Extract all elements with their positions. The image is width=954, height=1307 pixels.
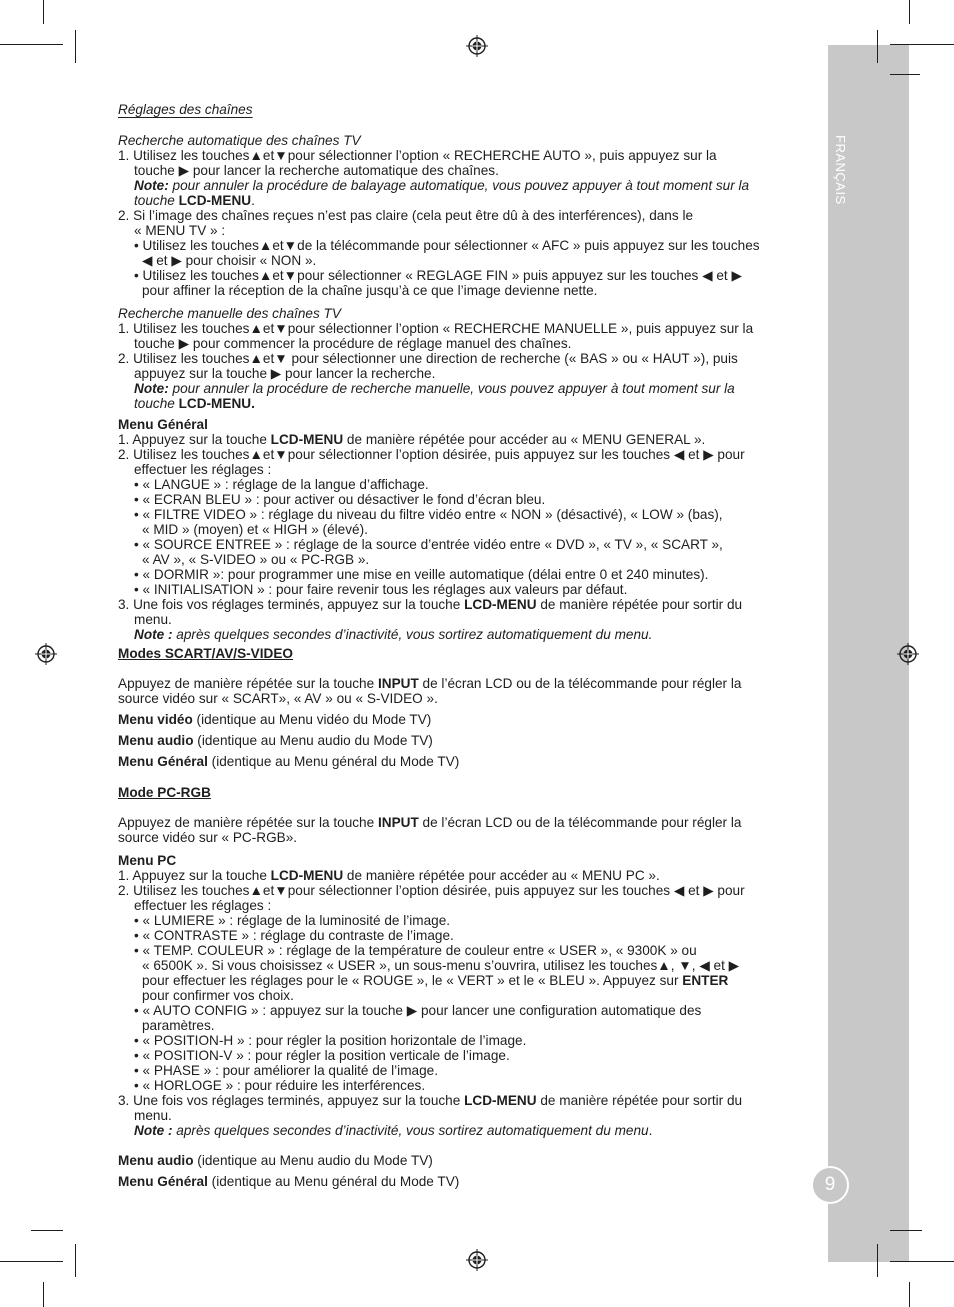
bullet-item-cont: ◀ et ▶ pour choisir « NON ».: [142, 253, 317, 268]
list-item: 3. Une fois vos réglages terminés, appuyez sur la touche LCD-MENU de manière répétée pour sortir du: [118, 1093, 743, 1108]
bullet-item: • « PHASE » : pour améliorer la qualité de l’image.: [134, 1063, 438, 1078]
bullet-item: • « ECRAN BLEU » : pour activer ou désactiver le fond d’écran bleu.: [134, 492, 546, 507]
crop-mark: [75, 1244, 76, 1277]
bullet-item-cont: paramètres.: [142, 1018, 215, 1033]
list-item-cont: effectuer les réglages :: [134, 898, 272, 913]
bullet-item-cont: pour effectuer les réglages pour le « ROUGE », le « VERT » et le « BLEU ». Appuyez sur ENTER: [142, 973, 729, 988]
bullet-item-cont: pour affiner la réception de la chaîne jusqu’à ce que l’image devienne nette.: [142, 283, 598, 298]
crop-mark: [909, 1282, 910, 1307]
bullet-item: • Utilisez les touches▲et▼pour sélectionner « REGLAGE FIN » puis appuyez sur les touches ◀ et ▶: [134, 268, 742, 283]
list-item: 1. Utilisez les touches▲et▼pour sélectionner l’option « RECHERCHE AUTO », puis appuyez sur la: [118, 148, 717, 163]
list-item: 1. Utilisez les touches▲et▼pour sélectionner l’option « RECHERCHE MANUELLE », puis appuyez sur la: [118, 321, 754, 336]
bullet-item-cont: « AV », « S-VIDEO » ou « PC-RGB ».: [142, 552, 370, 567]
section-title-reglages: Réglages des chaînes: [118, 102, 253, 117]
bullet-item: • « DORMIR »: pour programmer une mise en veille automatique (délai entre 0 et 240 minutes).: [134, 567, 709, 582]
section-title-menu-general: Menu Général: [118, 417, 208, 432]
note: Note : après quelques secondes d’inactivité, vous sortirez automatiquement du menu.: [134, 627, 653, 642]
note-cont: touche LCD-MENU.: [134, 396, 255, 411]
bullet-item-cont: « MID » (moyen) et « HIGH » (élevé).: [142, 522, 368, 537]
bullet-item: • « POSITION-V » : pour régler la position verticale de l’image.: [134, 1048, 510, 1063]
menu-line-audio: Menu audio (identique au Menu audio du Mode TV): [118, 1153, 433, 1168]
bullet-item: • « AUTO CONFIG » : appuyez sur la touche ▶ pour lancer une configuration automatique des: [134, 1003, 702, 1018]
list-item: 1. Appuyez sur la touche LCD-MENU de manière répétée pour accéder au « MENU PC ».: [118, 868, 660, 883]
crop-mark: [43, 1282, 44, 1307]
language-tab-label: FRANÇAIS: [833, 135, 848, 205]
list-item: 2. Utilisez les touches▲et▼pour sélectionner l’option désirée, puis appuyez sur les touches ◀ et ▶ pour: [118, 447, 745, 462]
crop-mark: [890, 1230, 922, 1231]
list-item-cont: menu.: [134, 1108, 172, 1123]
registration-mark-icon: [897, 643, 919, 665]
crop-mark: [0, 44, 63, 45]
crop-mark: [890, 44, 954, 45]
bullet-item: • Utilisez les touches▲et▼de la télécommande pour sélectionner « AFC » puis appuyez sur les touches: [134, 238, 760, 253]
list-item: 2. Si l’image des chaînes reçues n’est pas claire (cela peut être dû à des interférences), dans le: [118, 208, 694, 223]
list-item-cont: touche ▶ pour lancer la recherche automatique des chaînes.: [134, 163, 499, 178]
bullet-item-cont: pour confirmer vos choix.: [142, 988, 294, 1003]
menu-line-audio: Menu audio (identique au Menu audio du Mode TV): [118, 733, 433, 748]
bullet-item: • « POSITION-H » : pour régler la position horizontale de l’image.: [134, 1033, 527, 1048]
registration-mark-icon: [35, 643, 57, 665]
bullet-item: • « CONTRASTE » : réglage du contraste de l’image.: [134, 928, 454, 943]
crop-mark: [877, 1244, 878, 1277]
list-item: 1. Appuyez sur la touche LCD-MENU de manière répétée pour accéder au « MENU GENERAL ».: [118, 432, 706, 447]
list-item-cont: « MENU TV » :: [134, 223, 226, 238]
section-title-pcrgb: Mode PC-RGB: [118, 785, 211, 800]
note: Note: pour annuler la procédure de recherche manuelle, vous pouvez appuyer à tout moment sur la: [134, 381, 735, 396]
crop-mark: [0, 1261, 63, 1262]
note: Note: pour annuler la procédure de balayage automatique, vous pouvez appuyer à tout moment sur la: [134, 178, 750, 193]
bullet-item: • « TEMP. COULEUR » : réglage de la température de couleur entre « USER », « 9300K » ou: [134, 943, 697, 958]
paragraph: Appuyez de manière répétée sur la touche INPUT de l’écran LCD ou de la télécommande pour régler la: [118, 815, 742, 830]
paragraph-cont: source vidéo sur « SCART», « AV » ou « S-VIDEO ».: [118, 691, 438, 706]
crop-mark: [890, 1261, 954, 1262]
note-cont: touche LCD-MENU.: [134, 193, 255, 208]
note: Note : après quelques secondes d’inactivité, vous sortirez automatiquement du menu.: [134, 1123, 653, 1138]
bullet-item: • « LANGUE » : réglage de la langue d’affichage.: [134, 477, 429, 492]
page-number: 9: [811, 1166, 849, 1204]
menu-line-general: Menu Général (identique au Menu général du Mode TV): [118, 1174, 460, 1189]
bullet-item: • « HORLOGE » : pour réduire les interférences.: [134, 1078, 426, 1093]
bullet-item: • « FILTRE VIDEO » : réglage du niveau du filtre vidéo entre « NON » (désactivé), « LOW » (bas),: [134, 507, 723, 522]
list-item: 3. Une fois vos réglages terminés, appuyez sur la touche LCD-MENU de manière répétée pour sortir du: [118, 597, 743, 612]
section-title-scart: Modes SCART/AV/S-VIDEO: [118, 646, 293, 661]
paragraph: Appuyez de manière répétée sur la touche INPUT de l’écran LCD ou de la télécommande pour régler la: [118, 676, 742, 691]
manual-page-content: [118, 102, 818, 1189]
crop-mark: [75, 30, 76, 63]
bullet-item: • « LUMIERE » : réglage de la luminosité de l’image.: [134, 913, 451, 928]
crop-mark: [43, 0, 44, 24]
bullet-item: • « INITIALISATION » : pour faire revenir tous les réglages aux valeurs par défaut.: [134, 582, 628, 597]
crop-mark: [31, 1230, 63, 1231]
list-item-cont: touche ▶ pour commencer la procédure de réglage manuel des chaînes.: [134, 336, 572, 351]
crop-mark: [877, 30, 878, 63]
registration-mark-icon: [466, 1249, 488, 1271]
list-item-cont: effectuer les réglages :: [134, 462, 272, 477]
subsection-title-manual: Recherche manuelle des chaînes TV: [118, 306, 341, 321]
crop-mark: [890, 74, 920, 75]
subsection-title-menu-pc: Menu PC: [118, 853, 177, 868]
subsection-title-auto: Recherche automatique des chaînes TV: [118, 133, 361, 148]
list-item: 2. Utilisez les touches▲et▼ pour sélectionner une direction de recherche (« BAS » ou « HAUT »), puis: [118, 351, 738, 366]
list-item: 2. Utilisez les touches▲et▼pour sélectionner l’option désirée, puis appuyez sur les touches ◀ et ▶ pour: [118, 883, 745, 898]
list-item-cont: menu.: [134, 612, 172, 627]
paragraph-cont: source vidéo sur « PC-RGB».: [118, 830, 298, 845]
list-item-cont: appuyez sur la touche ▶ pour lancer la recherche.: [134, 366, 436, 381]
registration-mark-icon: [466, 35, 488, 57]
bullet-item-cont: « 6500K ». Si vous choisissez « USER », un sous-menu s’ouvrira, utilisez les touches▲, ▼, ◀ et ▶: [142, 958, 740, 973]
menu-line-video: Menu vidéo (identique au Menu vidéo du Mode TV): [118, 712, 432, 727]
bullet-item: • « SOURCE ENTREE » : réglage de la source d’entrée vidéo entre « DVD », « TV », « SCART »,: [134, 537, 723, 552]
crop-mark: [909, 0, 910, 24]
menu-line-general: Menu Général (identique au Menu général du Mode TV): [118, 754, 460, 769]
